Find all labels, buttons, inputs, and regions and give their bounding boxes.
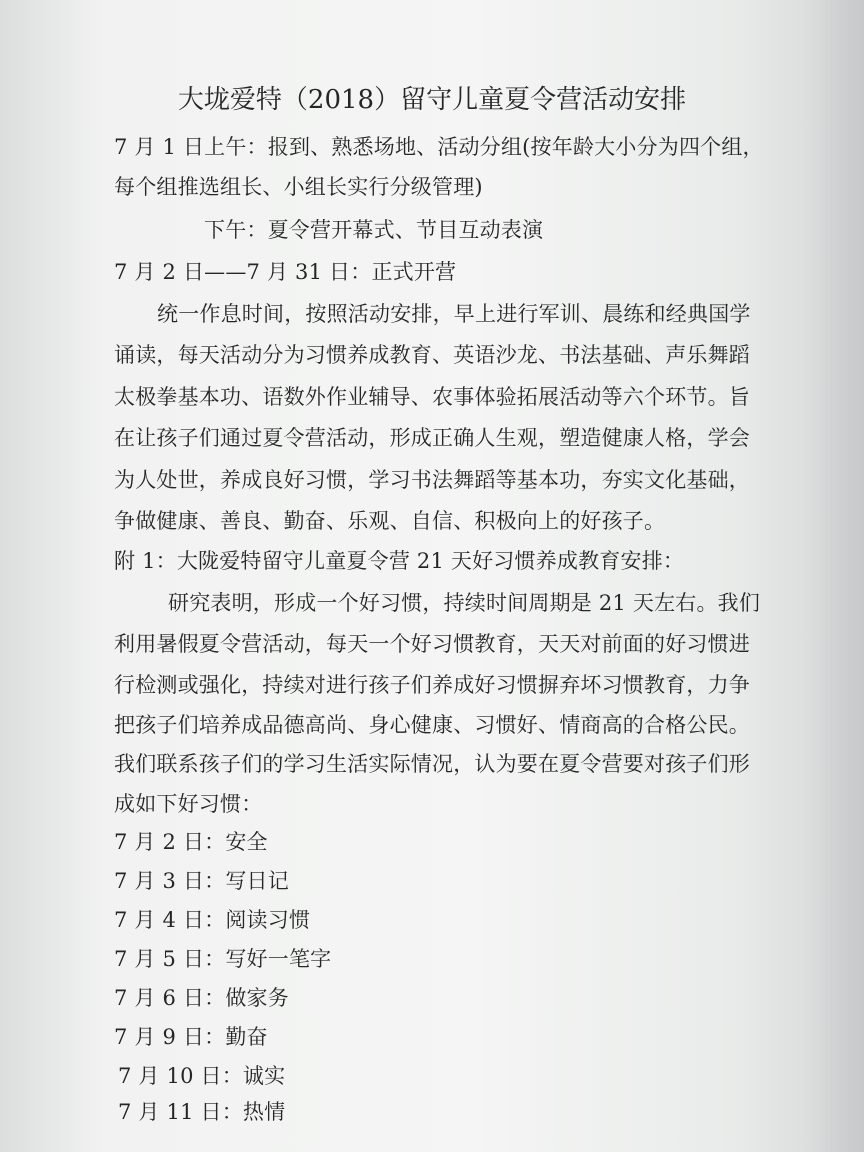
description-line: 诵读，每天活动分为习惯养成教育、英语沙龙、书法基础、声乐舞蹈 [114, 343, 750, 367]
appendix-line: 我们联系孩子们的学习生活实际情况，认为要在夏令营要对孩子们形 [114, 752, 750, 776]
habit-item: 7 月 10 日：诚实 [118, 1064, 286, 1088]
day1-morning-line2: 每个组推选组长、小组长实行分级管理) [114, 175, 483, 199]
description-line: 太极拳基本功、语数外作业辅导、农事体验拓展活动等六个环节。旨 [114, 385, 750, 409]
habit-item: 7 月 5 日：写好一笔字 [114, 947, 332, 971]
habit-item: 7 月 6 日：做家务 [114, 986, 289, 1010]
day1-morning-line1: 7 月 1 日上午：报到、熟悉场地、活动分组(按年龄大小分为四个组， [114, 135, 764, 159]
habit-item: 7 月 2 日：安全 [114, 830, 268, 854]
page-edge-shadow [804, 0, 864, 1152]
description-line: 统一作息时间，按照活动安排，早上进行军训、晨练和经典国学 [157, 302, 751, 326]
habit-item: 7 月 9 日：勤奋 [114, 1025, 268, 1049]
document-title: 大垅爱特（2018）留守儿童夏令营活动安排 [177, 85, 687, 115]
appendix-line: 利用暑假夏令营活动，每天一个好习惯教育，天天对前面的好习惯进 [114, 632, 750, 656]
appendix-line: 成如下好习惯： [114, 792, 263, 816]
appendix-heading: 附 1：大陇爱特留守儿童夏令营 21 天好习惯养成教育安排： [114, 549, 685, 573]
day1-afternoon: 下午：夏令营开幕式、节目互动表演 [204, 218, 544, 242]
appendix-line: 把孩子们培养成品德高尚、身心健康、习惯好、情商高的合格公民。 [114, 713, 750, 737]
habit-item: 7 月 3 日：写日记 [114, 869, 289, 893]
description-line: 在让孩子们通过夏令营活动，形成正确人生观，塑造健康人格，学会 [114, 426, 750, 450]
habit-item: 7 月 4 日：阅读习惯 [114, 908, 311, 932]
description-line: 为人处世，养成良好习惯，学习书法舞蹈等基本功，夯实文化基础， [114, 468, 750, 492]
description-line: 争做健康、善良、勤奋、乐观、自信、积极向上的好孩子。 [114, 509, 666, 533]
appendix-line: 研究表明，形成一个好习惯，持续时间周期是 21 天左右。我们 [168, 591, 761, 615]
habit-item: 7 月 11 日：热情 [118, 1100, 286, 1124]
main-period: 7 月 2 日——7 月 31 日：正式开营 [114, 260, 457, 284]
appendix-line: 行检测或强化，持续对进行孩子们养成好习惯摒弃坏习惯教育，力争 [114, 673, 750, 697]
